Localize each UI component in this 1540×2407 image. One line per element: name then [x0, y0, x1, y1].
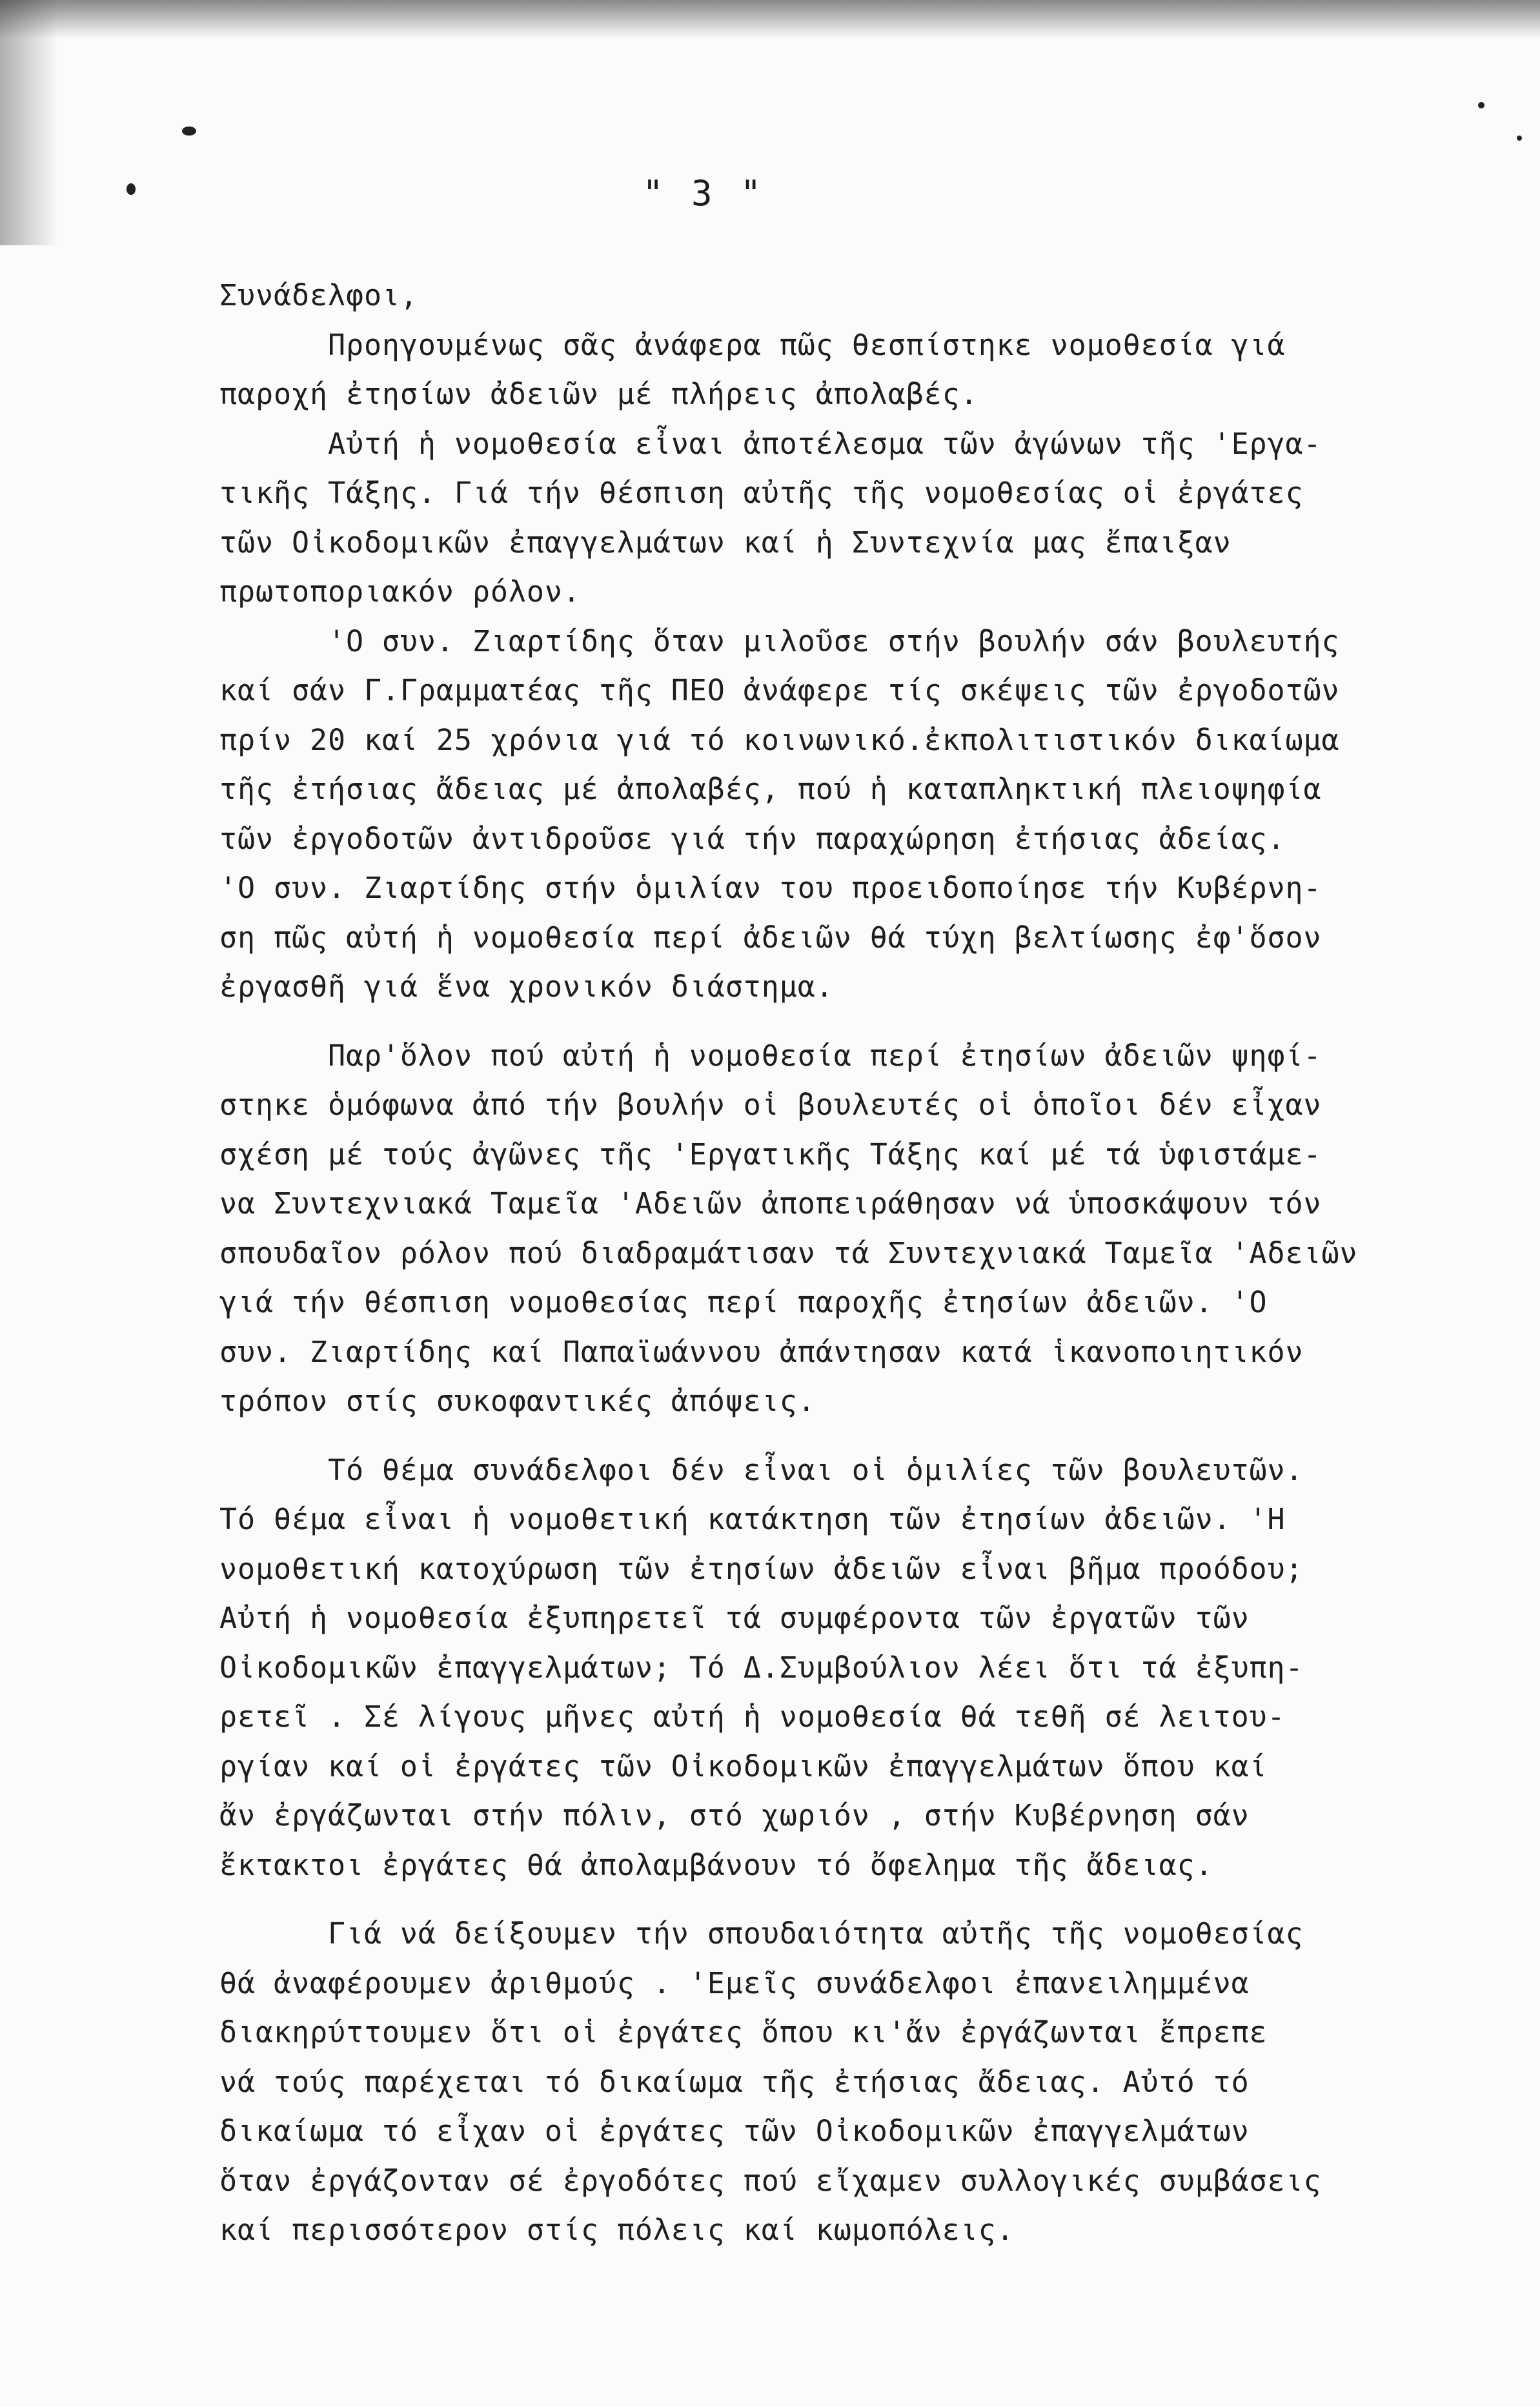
- text-line: σχέση μέ τούς ἀγῶνες τῆς 'Εργατικῆς Τάξης καί μέ τά ὑφιστάμε-: [219, 1137, 1322, 1172]
- text-line: παροχή ἐτησίων ἀδειῶν μέ πλήρεις ἀπολαβές.: [219, 377, 978, 411]
- text-line: καί περισσότερον στίς πόλεις καί κωμοπόλεις.: [219, 2213, 1015, 2247]
- text-line: πρίν 20 καί 25 χρόνια γιά τό κοινωνικό.ἐκπολιτιστικόν δικαίωμα: [219, 722, 1340, 757]
- text-line: καί σάν Γ.Γραμματέας τῆς ΠΕΟ ἀνάφερε τίς σκέψεις τῶν ἐργοδοτῶν: [219, 673, 1340, 707]
- text-line: ργίαν καί οἱ ἐργάτες τῶν Οἰκοδομικῶν ἐπαγγελμάτων ὅπου καί: [219, 1749, 1268, 1783]
- text-line: Αὐτή ἡ νομοθεσία εἶναι ἀποτέλεσμα τῶν ἀγώνων τῆς 'Εργα-: [219, 426, 1322, 461]
- text-line: διακηρύττουμεν ὅτι οἱ ἐργάτες ὅπου κι'ἄν ἐργάζωνται ἔπρεπε: [219, 2015, 1268, 2049]
- text-line: Προηγουμένως σᾶς ἀνάφερα πῶς θεσπίστηκε νομοθεσία γιά: [219, 327, 1286, 362]
- text-line: στηκε ὁμόφωνα ἀπό τήν βουλήν οἱ βουλευτές οἱ ὁποῖοι δέν εἶχαν: [219, 1088, 1322, 1122]
- text-line: δικαίωμα τό εἶχαν οἱ ἐργάτες τῶν Οἰκοδομικῶν ἐπαγγελμάτων: [219, 2114, 1250, 2148]
- scan-speck: [182, 127, 196, 136]
- text-line: νομοθετική κατοχύρωση τῶν ἐτησίων ἀδειῶν εἶναι βῆμα προόδου;: [219, 1551, 1304, 1586]
- text-line: τῆς ἐτήσιας ἄδειας μέ ἀπολαβές, πού ἡ καταπληκτική πλειοψηφία: [219, 772, 1322, 806]
- scan-speck: [1478, 102, 1484, 108]
- salutation: Συνάδελφοι,: [219, 278, 418, 312]
- text-line: Αὐτή ἡ νομοθεσία ἐξυπηρετεῖ τά συμφέροντα τῶν ἐργατῶν τῶν: [219, 1601, 1250, 1635]
- scan-shadow-left: [0, 0, 58, 245]
- text-line: ἐργασθῆ γιά ἕνα χρονικόν διάστημα.: [219, 970, 834, 1004]
- text-line: πρωτοποριακόν ρόλον.: [219, 574, 581, 609]
- text-line: να Συντεχνιακά Ταμεῖα 'Αδειῶν ἀποπειράθησαν νά ὑποσκάψουν τόν: [219, 1186, 1322, 1221]
- text-line: τῶν Οἰκοδομικῶν ἐπαγγελμάτων καί ἡ Συντεχνία μας ἔπαιξαν: [219, 525, 1231, 560]
- text-line: 'Ο συν. Ζιαρτίδης στήν ὁμιλίαν του προειδοποίησε τήν Κυβέρνη-: [219, 871, 1322, 905]
- text-line: ση πῶς αὐτή ἡ νομοθεσία περί ἀδειῶν θά τύχη βελτίωσης ἐφ'ὅσον: [219, 920, 1322, 955]
- text-line: ὅταν ἐργάζονταν σέ ἐργοδότες πού εἴχαμεν συλλογικές συμβάσεις: [219, 2163, 1322, 2198]
- text-line: νά τούς παρέχεται τό δικαίωμα τῆς ἐτήσιας ἄδειας. Αὐτό τό: [219, 2064, 1250, 2099]
- text-line: Τό θέμα εἶναι ἡ νομοθετική κατάκτηση τῶν ἐτησίων ἀδειῶν. 'Η: [219, 1502, 1286, 1536]
- text-line: θά ἀναφέρουμεν ἀριθμούς . 'Εμεῖς συνάδελφοι ἐπανειλημμένα: [219, 1965, 1250, 2000]
- text-line: τικῆς Τάξης. Γιά τήν θέσπιση αὐτῆς τῆς νομοθεσίας οἱ ἐργάτες: [219, 476, 1304, 510]
- text-line: τῶν ἐργοδοτῶν ἀντιδροῦσε γιά τήν παραχώρηση ἐτήσιας ἀδείας.: [219, 821, 1286, 856]
- paragraph-1: [219, 321, 1484, 1012]
- scan-speck: [1517, 136, 1522, 141]
- text-line: συν. Ζιαρτίδης καί Παπαϊωάννου ἀπάντησαν κατά ἱκανοποιητικόν: [219, 1334, 1304, 1369]
- text-line: Τό θέμα συνάδελφοι δέν εἶναι οἱ ὁμιλίες τῶν βουλευτῶν.: [219, 1452, 1304, 1487]
- scan-shadow-top: [0, 0, 1540, 39]
- paragraph-3: [219, 1446, 1484, 1891]
- paragraph-2: [219, 1031, 1484, 1427]
- text-line: Παρ'ὅλον πού αὐτή ἡ νομοθεσία περί ἐτησίων ἀδειῶν ψηφί-: [219, 1038, 1322, 1073]
- paragraph-4: [219, 1909, 1484, 2255]
- text-line: Οἰκοδομικῶν ἐπαγγελμάτων; Τό Δ.Συμβούλιον λέει ὅτι τά ἐξυπη-: [219, 1650, 1304, 1685]
- text-line: σπουδαῖον ρόλον πού διαδραμάτισαν τά Συντεχνιακά Ταμεῖα 'Αδειῶν: [219, 1235, 1358, 1270]
- text-line: τρόπον στίς συκοφαντικές ἀπόψεις.: [219, 1384, 816, 1418]
- letter-body: [219, 271, 1484, 2275]
- text-line: ἔκτακτοι ἐργάτες θά ἀπολαμβάνουν τό ὄφελημα τῆς ἄδειας.: [219, 1847, 1213, 1882]
- text-line: γιά τήν θέσπιση νομοθεσίας περί παροχῆς ἐτησίων ἀδειῶν. 'Ο: [219, 1285, 1268, 1319]
- text-line: ἄν ἐργάζωνται στήν πόλιν, στό χωριόν , στήν Κυβέρνηση σάν: [219, 1798, 1250, 1833]
- page-number: " 3 ": [642, 173, 765, 214]
- text-line: 'Ο συν. Ζιαρτίδης ὅταν μιλοῦσε στήν βουλήν σάν βουλευτής: [219, 624, 1340, 658]
- text-line: Γιά νά δείξουμεν τήν σπουδαιότητα αὐτῆς τῆς νομοθεσίας: [219, 1916, 1304, 1951]
- scan-speck: [127, 183, 136, 195]
- text-line: ρετεῖ . Σέ λίγους μῆνες αὐτή ἡ νομοθεσία θά τεθῆ σέ λειτου-: [219, 1700, 1286, 1734]
